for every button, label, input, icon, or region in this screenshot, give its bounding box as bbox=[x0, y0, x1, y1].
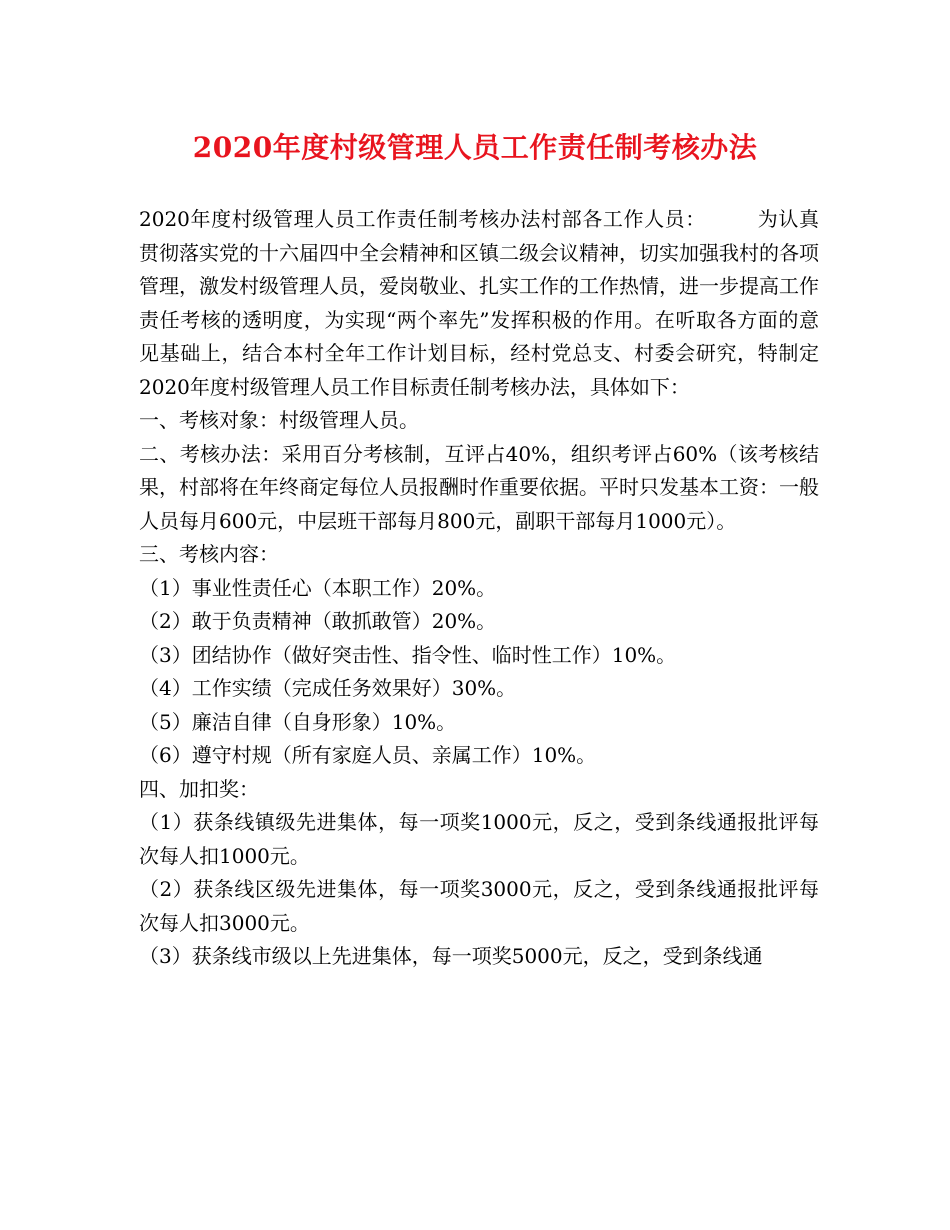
assessment-content-item: （5）廉洁自律（自身形象）10%。 bbox=[139, 709, 457, 734]
intro-paragraph: 2020年度村级管理人员工作责任制考核办法村部各工作人员： 为认真贯彻落实党的十六届四中全会精神和区镇二级会议精神，切实加强我村的各项管理，激发村级管理人员，爱岗敬业、扎实工作的工作热情，进一步提高工作责任考核的透明度，为实现“两个率先”发挥积极的作用。在听取各方面的意见基础上，结合本村全年工作计划目标，经村党总支、村委会研究，特制定2020年度村级管理人员工作目标责任制考核办法，具体如下： bbox=[139, 207, 819, 399]
section-assessment-target: 一、考核对象：村级管理人员。 bbox=[139, 408, 419, 432]
assessment-content-item: （2）敢于负责精神（敢抓敢管）20%。 bbox=[139, 609, 497, 633]
section-bonus-deduction-heading: 四、加扣奖： bbox=[139, 776, 259, 801]
document-body bbox=[139, 203, 819, 974]
assessment-content-item: （1）事业性责任心（本职工作）20%。 bbox=[139, 575, 497, 600]
assessment-content-item: （3）团结协作（做好突击性、指令性、临时性工作）10%。 bbox=[139, 642, 677, 667]
section-assessment-method: 二、考核办法：采用百分考核制，互评占40%，组织考评占60%（该考核结果，村部将在年终商定每位人员报酬时作重要依据。平时只发基本工资：一般人员每月600元，中层班干部每月800元，副职干部每月1000元）。 bbox=[139, 441, 819, 533]
section-assessment-content-heading: 三、考核内容： bbox=[139, 542, 279, 566]
bonus-deduction-item: （3）获条线市级以上先进集体，每一项奖5000元，反之，受到条线通 bbox=[139, 944, 763, 968]
bonus-deduction-item: （1）获条线镇级先进集体，每一项奖1000元，反之，受到条线通报批评每次每人扣1000元。 bbox=[139, 810, 819, 868]
bonus-deduction-item: （2）获条线区级先进集体，每一项奖3000元，反之，受到条线通报批评每次每人扣3000元。 bbox=[139, 877, 819, 935]
assessment-content-item: （4）工作实绩（完成任务效果好）30%。 bbox=[139, 676, 517, 700]
document-title: 2020年度村级管理人员工作责任制考核办法 bbox=[192, 131, 758, 164]
assessment-content-item: （6）遵守村规（所有家庭人员、亲属工作）10%。 bbox=[139, 743, 597, 767]
